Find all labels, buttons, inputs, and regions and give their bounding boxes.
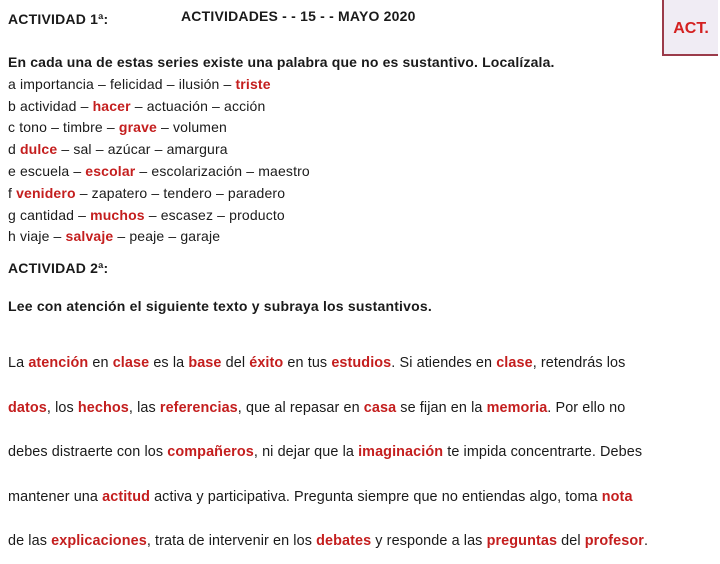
highlighted-word: compañeros — [167, 444, 254, 460]
word-series-line — [8, 183, 555, 205]
text-segment: – zapatero – tendero – paradero — [75, 184, 286, 201]
text-segment: es la — [149, 355, 189, 371]
highlighted-word: casa — [363, 399, 397, 416]
highlighted-word: venidero — [16, 184, 76, 201]
paragraph-line — [8, 475, 720, 520]
word-series-line — [8, 139, 555, 161]
text-segment: – actuación – acción — [130, 97, 266, 114]
text-segment: , que al repasar en — [237, 399, 364, 416]
text-segment: e escuela – — [8, 162, 86, 179]
activity-2-instruction: Lee con atención el siguiente texto y subraya los sustantivos. — [8, 298, 432, 314]
paragraph-line — [8, 386, 720, 431]
highlighted-word: datos — [8, 399, 47, 416]
text-segment: te impida concentrarte. Debes — [443, 444, 643, 460]
word-series-line — [8, 74, 555, 96]
text-segment: del — [221, 355, 250, 371]
highlighted-word: nota — [601, 488, 633, 505]
highlighted-word: grave — [118, 119, 157, 136]
word-series-line — [8, 96, 555, 118]
text-segment: , los — [46, 399, 78, 416]
text-segment: , trata de intervenir en los — [146, 533, 317, 549]
text-segment: , ni dejar que la — [253, 444, 359, 460]
highlighted-word: hacer — [92, 97, 131, 114]
word-series-line — [8, 117, 555, 139]
text-segment: , retendrás los — [532, 355, 626, 371]
text-segment: . — [643, 533, 649, 549]
highlighted-word: triste — [235, 75, 271, 92]
highlighted-word: debates — [316, 533, 372, 549]
word-series-line — [8, 205, 555, 227]
highlighted-word: salvaje — [65, 228, 114, 245]
highlighted-word: dulce — [19, 141, 58, 158]
highlighted-word: base — [188, 355, 222, 371]
text-segment: del — [557, 533, 585, 549]
highlighted-word: preguntas — [486, 533, 558, 549]
highlighted-word: escolar — [85, 162, 136, 179]
highlighted-word: profesor — [584, 533, 644, 549]
text-segment: – sal – azúcar – amargura — [57, 141, 228, 158]
text-segment: y responde a las — [371, 533, 487, 549]
word-series-line — [8, 226, 555, 248]
activity-2-label: ACTIVIDAD 2ª: — [8, 260, 109, 276]
text-segment: debes distraerte con los — [8, 444, 168, 460]
highlighted-word: explicaciones — [51, 533, 147, 549]
text-segment: h viaje – — [8, 228, 66, 245]
highlighted-word: muchos — [90, 206, 145, 223]
text-segment: – escasez – producto — [144, 206, 285, 223]
text-segment: de las — [8, 533, 52, 549]
text-segment: g cantidad – — [8, 206, 91, 223]
word-series-line — [8, 161, 555, 183]
text-segment: se fijan en la — [396, 399, 487, 416]
text-segment: c tono – timbre – — [8, 119, 119, 136]
reading-paragraph — [8, 341, 720, 564]
highlighted-word: clase — [112, 355, 150, 371]
highlighted-word: referencias — [159, 399, 238, 416]
text-segment: – escolarización – maestro — [135, 162, 310, 179]
text-segment: . Por ello no — [547, 399, 626, 416]
highlighted-word: clase — [496, 355, 533, 371]
activity-1-instruction: En cada una de estas series existe una palabra que no es sustantivo. Localízala. — [8, 54, 555, 70]
text-segment: La — [8, 355, 29, 371]
page-title: ACTIVIDADES - - 15 - - MAYO 2020 — [181, 8, 416, 24]
paragraph-line — [8, 341, 720, 386]
highlighted-word: actitud — [102, 488, 150, 505]
highlighted-word: memoria — [486, 399, 548, 416]
highlighted-word: atención — [28, 355, 89, 371]
highlighted-word: imaginación — [358, 444, 444, 460]
text-segment: d — [8, 141, 20, 158]
activity-1-section — [8, 52, 555, 248]
text-segment: b actividad – — [8, 97, 93, 114]
text-segment: , las — [128, 399, 160, 416]
highlighted-word: estudios — [331, 355, 392, 371]
activity-1-label: ACTIVIDAD 1ª: — [8, 11, 109, 27]
act-badge-label: ACT. — [673, 20, 709, 37]
text-segment: f — [8, 184, 17, 201]
text-segment: – volumen — [156, 119, 227, 136]
text-segment: mantener una — [8, 488, 103, 505]
text-segment: en — [88, 355, 113, 371]
text-segment: – peaje – garaje — [113, 228, 221, 245]
paragraph-line — [8, 519, 720, 564]
text-segment: activa y participativa. Pregunta siempre que no entiendas algo, toma — [149, 488, 602, 505]
text-segment: . Si atiendes en — [391, 355, 497, 371]
text-segment: en tus — [283, 355, 332, 371]
highlighted-word: éxito — [249, 355, 284, 371]
word-series-list — [8, 74, 555, 248]
text-segment: a importancia – felicidad – ilusión – — [8, 75, 236, 92]
highlighted-word: hechos — [77, 399, 129, 416]
act-badge — [662, 0, 718, 56]
paragraph-line — [8, 430, 720, 475]
